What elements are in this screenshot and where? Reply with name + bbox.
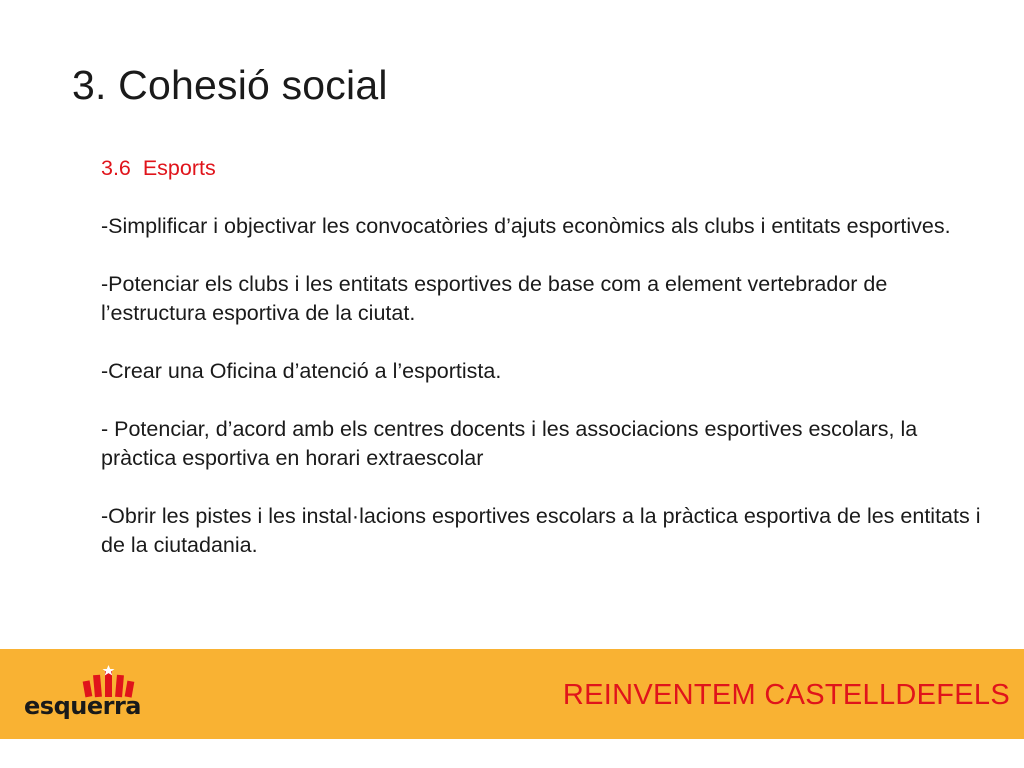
bullet-item: -Simplificar i objectivar les convocatòries d’ajuts econòmics als clubs i entitats esportives. (101, 214, 951, 238)
bullet-item: - Potenciar, d’acord amb els centres docents i les associacions esportives escolars, la pràctica esportiva en horari extraescolar (101, 417, 918, 470)
logo-text: esquerra (24, 692, 141, 720)
bullet-item: -Crear una Oficina d’atenció a l’esportista. (101, 359, 502, 383)
slide-title: 3. Cohesió social (72, 62, 388, 108)
slide-content (101, 154, 981, 560)
bullet-item: -Obrir les pistes i les instal·lacions esportives escolars a la pràctica esportiva de les entitats i de la ciutadania. (101, 504, 981, 557)
esquerra-logo (24, 665, 148, 727)
footer-bar (0, 649, 1024, 739)
slogan: REINVENTEM CASTELLDEFELS (562, 679, 1010, 711)
section-subheading: 3.6 Esports (101, 156, 216, 180)
bullet-item: -Potenciar els clubs i les entitats esportives de base com a element vertebrador de l’estructura esportiva de la ciutat. (101, 272, 888, 325)
